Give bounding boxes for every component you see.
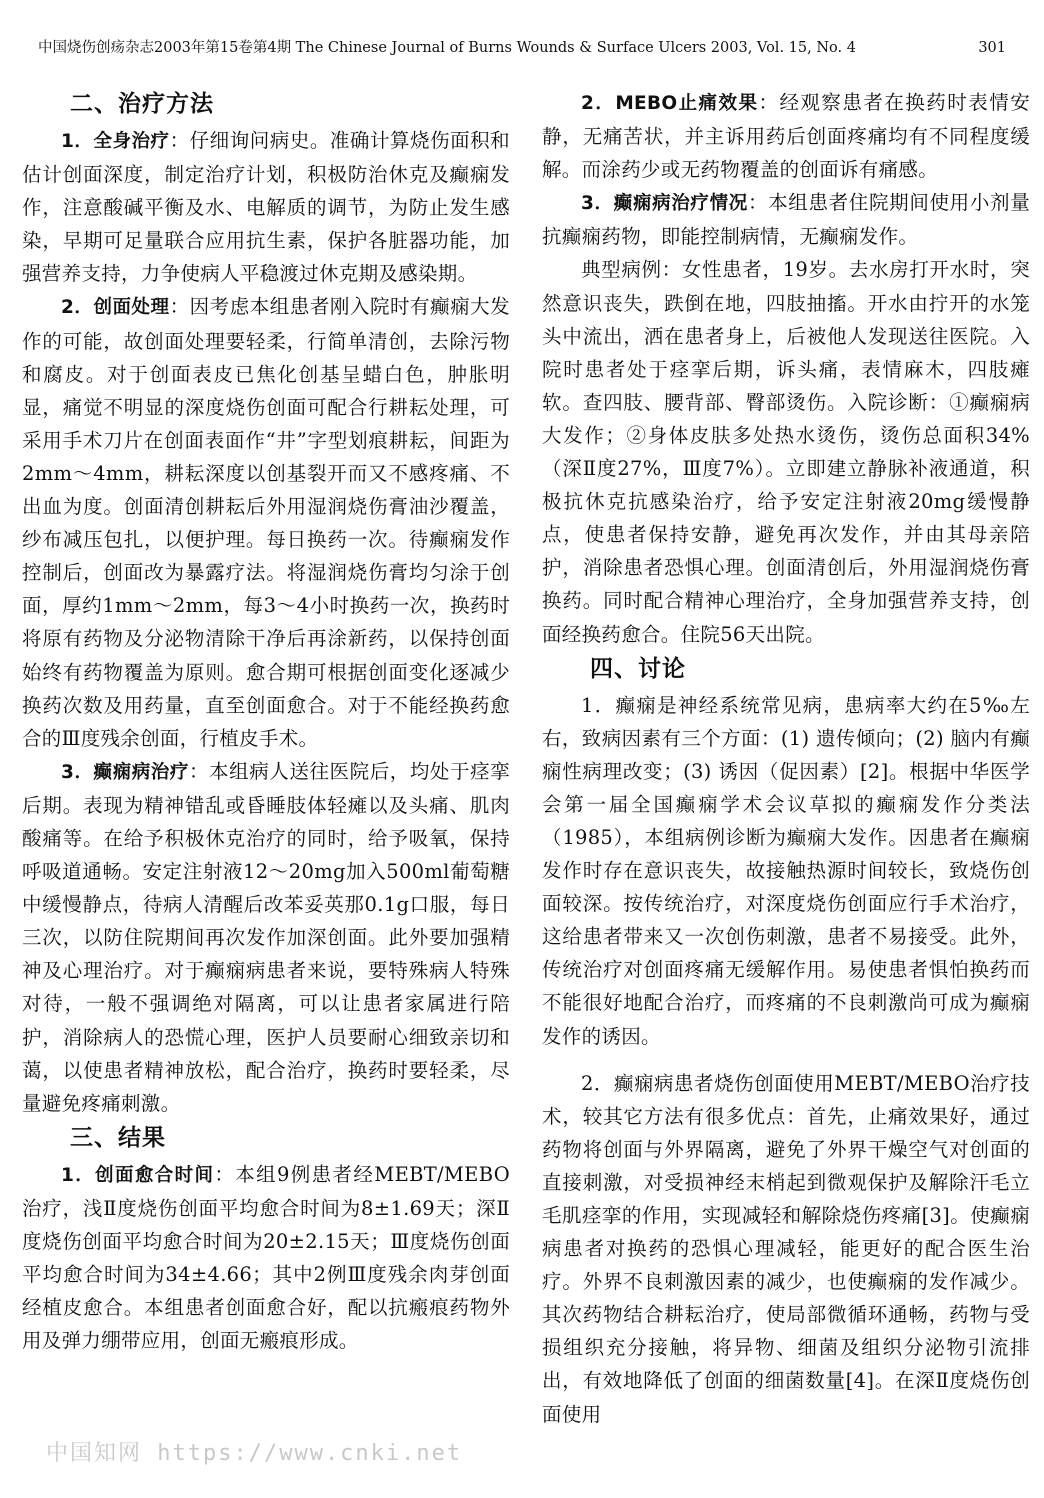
paragraph-systemic-treatment [22,124,510,290]
right-column [542,86,1030,1431]
paragraph-lead: 2．MEBO止痛效果 [581,93,759,114]
paragraph-lead: 3．癫痫病治疗情况 [581,193,748,215]
paragraph-body: ：因考虑本组患者刚入院时有癫痫大发作的可能，故创面处理要轻柔，行简单清创，去除污物和腐皮。对于创面表皮已焦化创基呈蜡白色，肿胀明显，痛觉不明显的深度烧伤创面可配合行耕耘处理，可采用手术刀片在创面表面作“井”字型划痕耕耘，间距为2mm～4mm，耕耘深度以创基裂开而又不感疼痛、不出血为度。创面清创耕耘后外用湿润烧伤膏油沙覆盖，纱布减压包扎，以便护理。每日换药一次。待癫痫发作控制后，创面改为暴露疗法。将湿润烧伤膏均匀涂于创面，厚约1mm～2mm，每3～4小时换药一次，换药时将原有药物及分泌物清除干净后再涂新药，以保持创面始终有药物覆盖为原则。愈合期可根据创面变化逐减少换药次数及用药量，直至创面愈合。对于不能经换药愈合的Ⅲ度残余创面，行植皮手术。 [22,295,510,750]
paragraph-healing-time [22,1158,510,1358]
running-header [38,36,1006,60]
cnki-watermark: 中国知网 https://www.cnki.net [46,1441,463,1466]
paragraph-body: ：本组病人送往医院后，均处于痉挛后期。表现为精神错乱或昏睡肢体轻瘫以及头痛、肌肉酸痛等。在给予积极休克治疗的同时，给予吸氧，保持呼吸道通畅。安定注射液12～20mg加入500ml葡萄糖中缓慢静点，待病人清醒后改苯妥英那0.1g口服，每日三次，以防住院期间再次发作加深创面。此外要加强精神及心理治疗。对于癫痫病患者来说，要特殊病人特殊对待，一般不强调绝对隔离，可以让患者家属进行陪护，消除病人的恐慌心理，医护人员要耐心细致亲切和蔼，以使患者精神放松，配合治疗，换药时要轻柔，尽量避免疼痛刺激。 [22,759,510,1115]
paragraph-epilepsy-outcome [542,186,1030,253]
left-column [22,86,510,1357]
paragraph-discussion-2: 2．癫痫病患者烧伤创面使用MEBT/MEBO治疗技术，较其它方法有很多优点：首先，止痛效果好，通过药物将创面与外界隔离，避免了外界干燥空气对创面的直接刺激，对受损神经末梢起到微观保护及解除汗毛立毛肌痉挛的作用，实现减轻和解除烧伤疼痛[3]。使癫痫病患者对换药的恐惧心理减轻，能更好的配合医生治疗。外界不良刺激因素的减少，也使癫痫的发作减少。其次药物结合耕耘治疗，使局部微循环通畅，药物与受损组织充分接触，将异物、细菌及组织分泌物引流排出，有效地降低了创面的细菌数量[4]。在深Ⅱ度烧伤创面使用 [542,1071,1030,1426]
paragraph-body: ：本组患者住院期间使用小剂量抗癫痫药物，即能控制病情，无癫痫发作。 [542,191,1030,249]
section-heading-treatment: 二、治疗方法 [70,90,214,117]
paragraph-body: ：本组9例患者经MEBT/MEBO治疗，浅Ⅱ度烧伤创面平均愈合时间为8±1.69天；深Ⅱ度烧伤创面平均愈合时间为20±2.15天；Ⅲ度烧伤创面平均愈合时间为34±4.66；其中2例Ⅲ度残余肉芽创面经植皮愈合。本组患者创面愈合好，配以抗瘢痕药物外用及弹力绷带应用，创面无瘢痕形成。 [22,1162,510,1353]
paragraph-gap [542,1053,1030,1067]
section-heading-discussion: 四、讨论 [590,654,686,682]
page-number: 301 [978,40,1006,56]
section-heading-results: 三、结果 [70,1123,166,1151]
journal-running-title: 中国烧伤创疡杂志2003年第15卷第4期 The Chinese Journal of Burns Wounds & Surface Ulcers 2003, Vol. 15, No. 4 [38,40,856,56]
paragraph-lead: 3．癫痫病治疗 [61,761,189,783]
paragraph-lead: 1．创面愈合时间 [61,1164,215,1186]
paragraph-pain-relief [542,86,1030,186]
paragraph-typical-case: 典型病例：女性患者，19岁。去水房打开水时，突然意识丧失，跌倒在地，四肢抽搐。开水由拧开的水笼头中流出，洒在患者身上，后被他人发现送往医院。入院时患者处于痉挛后期，诉头痛，表情麻木，四肢瘫软。查四肢、腰背部、臀部烫伤。入院诊断：①癫痫病大发作；②身体皮肤多处热水烫伤，烫伤总面积34%（深Ⅱ度27%，Ⅲ度7%）。立即建立静脉补液通道，积极抗休克抗感染治疗，给予安定注射液20mg缓慢静点，使患者保持安静，避免再次发作，并由其母亲陪护，消除患者恐惧心理。创面清创后，外用湿润烧伤膏换药。同时配合精神心理治疗，全身加强营养支持，创面经换药愈合。住院56天出院。 [542,258,1030,646]
paragraph-lead: 2．创面处理 [61,297,170,319]
paragraph-body: ：经观察患者在换药时表情安静，无痛苦状，并主诉用药后创面疼痛均有不同程度缓解。而涂药少或无药物覆盖的创面诉有痛感。 [542,91,1030,182]
paragraph-discussion-1: 1．癫痫是神经系统常见病，患病率大约在5‰左右，致病因素有三个方面：(1) 遗传倾向；(2) 脑内有癫痫性病理改变；(3) 诱因（促因素）[2]。根据中华医学会第一届全国癫痫学术会议草拟的癫痫发作分类法（1985），本组病例诊断为癫痫大发作。因患者在癫痫发作时存在意识丧失，故接触热源时间较长，致烧伤创面较深。按传统治疗，对深度烧伤创面应行手术治疗，这给患者带来又一次创伤刺激，患者不易接受。此外，传统治疗对创面疼痛无缓解作用。易使患者惧怕换药而不能很好地配合治疗，而疼痛的不良刺激尚可成为癫痫发作的诱因。 [542,693,1030,1048]
paragraph-epilepsy-treatment [22,755,510,1120]
paragraph-body: ：仔细询问病史。准确计算烧伤面积和估计创面深度，制定治疗计划，积极防治休克及癫痫发作，注意酸碱平衡及水、电解质的调节，为防止发生感染，早期可足量联合应用抗生素，保护各脏器功能，加强营养支持，力争使病人平稳渡过休克期及感染期。 [22,129,510,286]
paragraph-lead: 1．全身治疗 [61,131,170,152]
paragraph-wound-management [22,290,510,754]
